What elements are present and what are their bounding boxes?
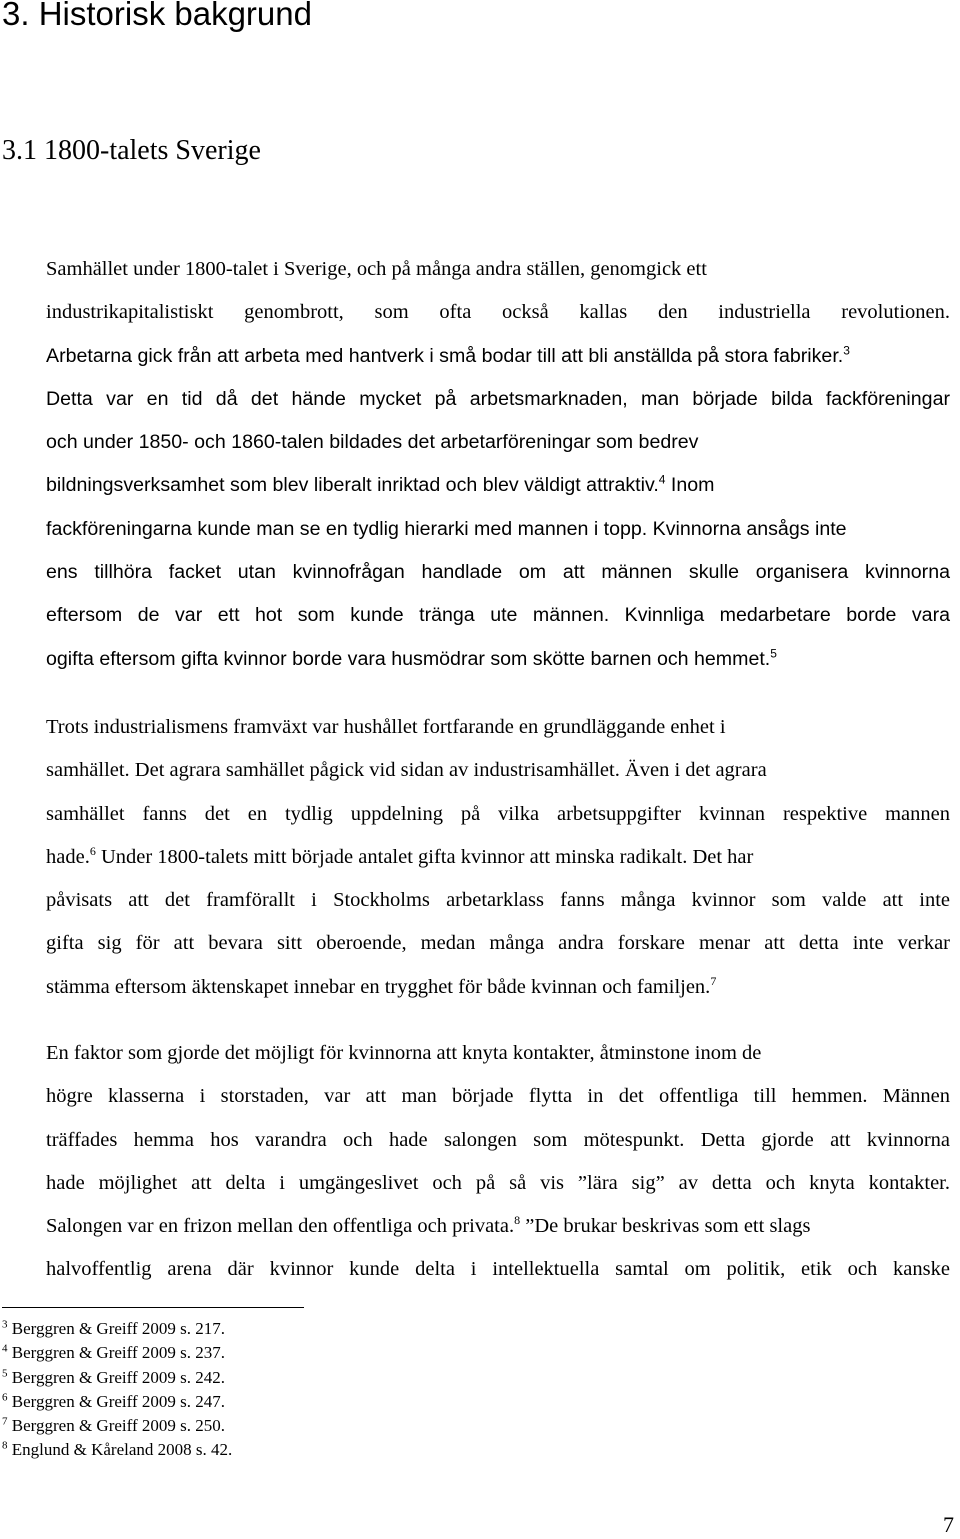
footnote-ref: 7 xyxy=(710,973,717,988)
footnote-number: 4 xyxy=(2,1342,8,1355)
footnote: $^7$ Berggren & Greiff 2009 s. 250. xyxy=(2,1415,226,1436)
footnote-number: 5 xyxy=(2,1366,8,1379)
page-number: 7 xyxy=(943,1512,954,1537)
text-line: fackföreningarna kunde man se en tydlig hierarki med mannen i topp. Kvinnorna ansågs inte xyxy=(46,517,847,540)
text-line: och under 1850- och 1860-talen bildades det arbetarföreningar som bedrev xyxy=(46,431,699,454)
text-line: hade möjlighet att delta i umgängeslivet och på så vis ”lära sig” av detta och knyta kontakter. xyxy=(46,1171,950,1194)
text-line: Samhället under 1800-talet i Sverige, och på många andra ställen, genomgick ett xyxy=(46,258,707,280)
text-line: högre klasserna i storstaden, var att man började flytta in det offentliga till hemmen. Männen xyxy=(46,1085,950,1108)
footnote-separator xyxy=(2,1307,304,1308)
text-line: ogifta eftersom gifta kvinnor borde vara husmödrar som skötte barnen och hemmet.$^5$ xyxy=(46,646,777,670)
footnote-number: 7 xyxy=(2,1415,8,1428)
text-line: En faktor som gjorde det möjligt för kvinnorna att knyta kontakter, åtminstone inom de xyxy=(46,1042,762,1064)
text-line: Arbetarna gick från att arbeta med hantverk i små bodar till att bli anställda på stora fabriker.$^3$ xyxy=(46,343,850,367)
footnote: $^4$ Berggren & Greiff 2009 s. 237. xyxy=(2,1342,226,1363)
text-line: Salongen var en frizon mellan den offentliga och privata.$^8$ ”De brukar beskrivas som ett slags xyxy=(46,1213,811,1238)
footnote-ref: 6 xyxy=(89,844,96,859)
text-line: halvoffentlig arena där kvinnor kunde delta i intellektuella samtal om politik, etik och kanske xyxy=(46,1258,950,1281)
text-line: bildningsverksamhet som blev liberalt inriktad och blev väldigt attraktiv.$^4$ Inom xyxy=(46,472,715,497)
footnote: $^3$ Berggren & Greiff 2009 s. 217. xyxy=(2,1318,226,1338)
footnote-ref: 4 xyxy=(658,472,666,487)
footnote-number: 3 xyxy=(2,1318,8,1331)
paragraph-1 xyxy=(2,248,950,681)
section-title: 3.1 1800-talets Sverige xyxy=(2,135,261,166)
footnotes xyxy=(2,1317,232,1463)
footnote-ref: 5 xyxy=(770,646,777,661)
paragraph-2 xyxy=(2,706,950,1009)
footnote-number: 8 xyxy=(2,1439,8,1452)
text-line: samhället. Det agrara samhället pågick vid sidan av industrisamhället. Även i det agrara xyxy=(46,759,767,782)
chapter-title: 3. Historisk bakgrund xyxy=(2,0,312,32)
text-line: gifta sig för att bevara sitt oberoende, medan många andra forskare menar att detta inte verkar xyxy=(46,932,950,955)
text-line: träffades hemma hos varandra och hade salongen som mötespunkt. Detta gjorde att kvinnorna xyxy=(46,1128,950,1151)
text-line: Trots industrialismens framväxt var hushållet fortfarande en grundläggande enhet i xyxy=(46,716,726,738)
footnote: $^8$ Englund & Kåreland 2008 s. 42. xyxy=(2,1439,233,1460)
text-line: hade.$^6$ Under 1800-talets mitt började antalet gifta kvinnor att minska radikalt. Det har xyxy=(46,844,754,868)
text-line: eftersom de var ett hot som kunde tränga ute männen. Kvinnliga medarbetare borde vara xyxy=(46,604,950,627)
text-line: påvisats att det framförallt i Stockholms arbetarklass fanns många kvinnor som valde att inte xyxy=(46,889,950,912)
text-line: industrikapitalistiskt genombrott, som ofta också kallas den industriella revolutionen. xyxy=(46,301,950,324)
text-line: samhället fanns det en tydlig uppdelning på vilka arbetsuppgifter kvinnan respektive mannen xyxy=(46,802,950,825)
text-line: Detta var en tid då det hände mycket på arbetsmarknaden, man började bilda fackföreningar xyxy=(46,387,950,410)
footnote-number: 6 xyxy=(2,1391,8,1404)
footnote: $^6$ Berggren & Greiff 2009 s. 247. xyxy=(2,1391,226,1411)
footnote-ref: 3 xyxy=(843,343,850,358)
footnote: $^5$ Berggren & Greiff 2009 s. 242. xyxy=(2,1366,226,1387)
text-line: stämma eftersom äktenskapet innebar en trygghet för både kvinnan och familjen.$^7$ xyxy=(46,973,717,998)
text-line: ens tillhöra facket utan kvinnofrågan handlade om att männen skulle organisera kvinnorna xyxy=(46,561,950,584)
paragraph-3 xyxy=(2,1032,950,1292)
footnote-ref: 8 xyxy=(514,1213,521,1228)
